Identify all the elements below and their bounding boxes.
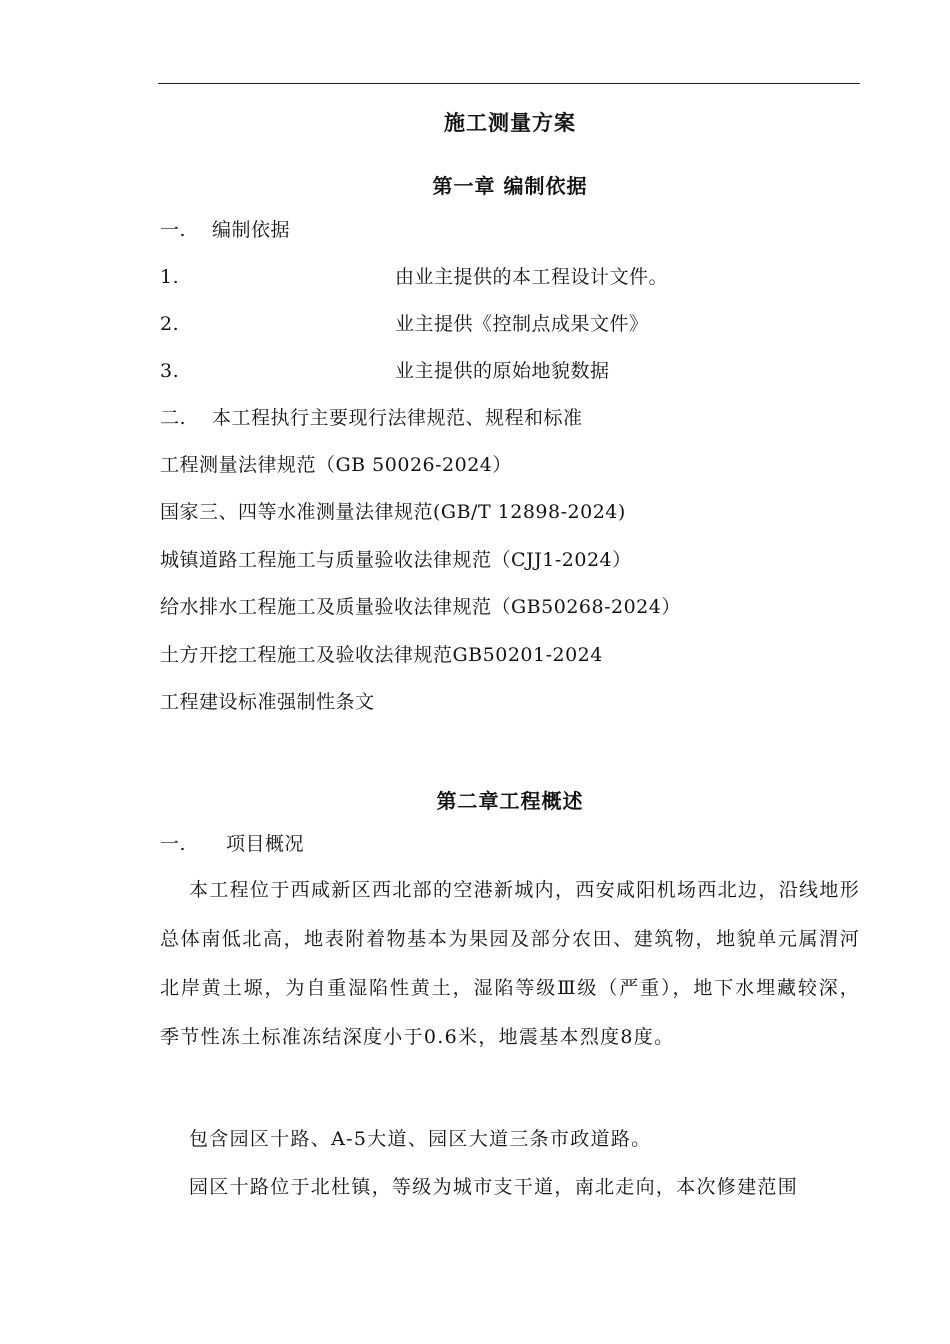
chapter1-heading: 第一章 编制依据: [432, 174, 588, 198]
standard-item: 工程测量法律规范（GB 50026-2024）: [160, 454, 512, 476]
section-number: 一.: [160, 833, 187, 855]
list-item: [160, 359, 610, 383]
standard-item: 城镇道路工程施工与质量验收法律规范（CJJ1-2024）: [160, 549, 632, 571]
roads-paragraph: 包含园区十路、A-5大道、园区大道三条市政道路。: [189, 1128, 652, 1150]
list-item-text: 由业主提供的本工程设计文件。: [395, 266, 669, 288]
section-label: 本工程执行主要现行法律规范、规程和标准: [212, 407, 583, 429]
chapter2-section1: [160, 832, 304, 856]
chapter2-heading: 第二章工程概述: [436, 789, 584, 813]
section-label: 项目概况: [226, 833, 305, 855]
list-item-text: 业主提供的原始地貌数据: [395, 360, 610, 382]
chapter1-section2: [160, 406, 583, 430]
standard-item: 工程建设标准强制性条文: [160, 691, 375, 713]
standard-item: 给水排水工程施工及质量验收法律规范（GB50268-2024）: [160, 596, 681, 618]
list-item-text: 业主提供《控制点成果文件》: [395, 313, 649, 335]
section-number: 二.: [160, 407, 187, 429]
chapter1-section1: [160, 218, 290, 242]
list-item-number: 2.: [160, 313, 180, 335]
document-title: 施工测量方案: [444, 110, 576, 135]
standard-item: 土方开挖工程施工及验收法律规范GB50201-2024: [160, 644, 603, 666]
section-number: 一.: [160, 219, 187, 241]
list-item: [160, 265, 668, 289]
road-ten-paragraph: 园区十路位于北杜镇，等级为城市支干道，南北走向，本次修建范围: [189, 1176, 799, 1198]
list-item-number: 1.: [160, 266, 180, 288]
standard-item: 国家三、四等水准测量法律规范(GB/T 12898-2024): [160, 501, 626, 523]
section-label: 编制依据: [212, 219, 291, 241]
list-item-number: 3.: [160, 360, 180, 382]
project-overview-paragraph: 本工程位于西咸新区西北部的空港新城内，西安咸阳机场西北边，沿线地形总体南低北高，地表附着物基本为果园及部分农田、建筑物，地貌单元属渭河北岸黄土塬，为自重湿陷性黄土，湿陷等级Ⅲ级（严重），地下水埋藏较深，季节性冻土标准冻结深度小于0.6米，地震基本烈度8度。: [160, 879, 860, 1048]
header-rule: [158, 83, 860, 84]
list-item: [160, 312, 649, 336]
